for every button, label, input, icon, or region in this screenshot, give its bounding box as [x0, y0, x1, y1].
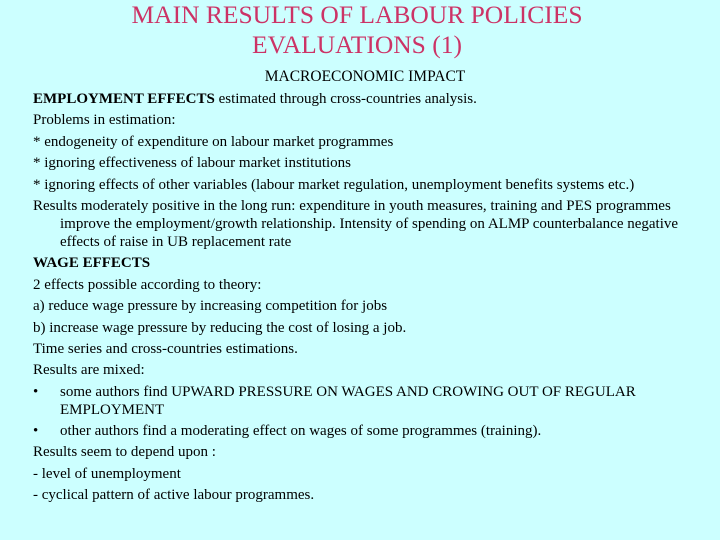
section-subtitle: MACROECONOMIC IMPACT: [264, 68, 466, 85]
employment-effects-heading: EMPLOYMENT EFFECTS: [33, 91, 215, 107]
bullet-text-upward-pressure: some authors find UPWARD PRESSURE ON WAGES AND CROWING OUT OF REGULAR EMPLOYMENT: [60, 383, 636, 418]
problem-item-1: * endogeneity of expenditure on labour market programmes: [33, 133, 394, 150]
results-mixed-intro: Results are mixed:: [33, 362, 145, 379]
problem-item-3: * ignoring effects of other variables (labour market regulation, unemployment benefits systems etc.): [33, 176, 635, 193]
bullet-mark: •: [33, 383, 39, 400]
wage-effects-intro: 2 effects possible according to theory:: [33, 276, 262, 293]
slide-body: [33, 90, 705, 508]
wage-effect-a: a) reduce wage pressure by increasing competition for jobs: [33, 298, 388, 315]
employment-results: Results moderately positive in the long run: expenditure in youth measures, training and PES programmes improve the employment/growth relationship. Intensity of spending on ALMP counterbalance negative effects of raise in UB replacement rate: [33, 197, 679, 250]
wage-effects-heading: WAGE EFFECTS: [33, 255, 151, 272]
employment-effects-description: estimated through cross-countries analysis.: [214, 91, 477, 107]
depend-item-unemployment: - level of unemployment: [33, 465, 181, 482]
employment-effects-line: [33, 90, 705, 108]
depend-item-cyclical: - cyclical pattern of active labour programmes.: [33, 487, 315, 504]
estimation-methods: Time series and cross-countries estimations.: [33, 340, 298, 357]
bullet-mark: •: [33, 423, 39, 440]
problems-intro: Problems in estimation:: [33, 112, 176, 129]
bullet-item-moderating-effect: [33, 422, 705, 440]
bullet-text-moderating-effect: other authors find a moderating effect on wages of some programmes (training).: [60, 423, 542, 440]
bullet-item-upward-pressure: [33, 383, 705, 419]
depend-intro: Results seem to depend upon :: [33, 444, 216, 461]
slide-title-line-2: EVALUATIONS (1): [252, 30, 462, 59]
slide-title-line-1: MAIN RESULTS OF LABOUR POLICIES: [131, 0, 583, 29]
problem-item-2: * ignoring effectiveness of labour market institutions: [33, 155, 351, 172]
wage-effect-b: b) increase wage pressure by reducing the cost of losing a job.: [33, 319, 407, 336]
slide-title: [0, 0, 714, 60]
